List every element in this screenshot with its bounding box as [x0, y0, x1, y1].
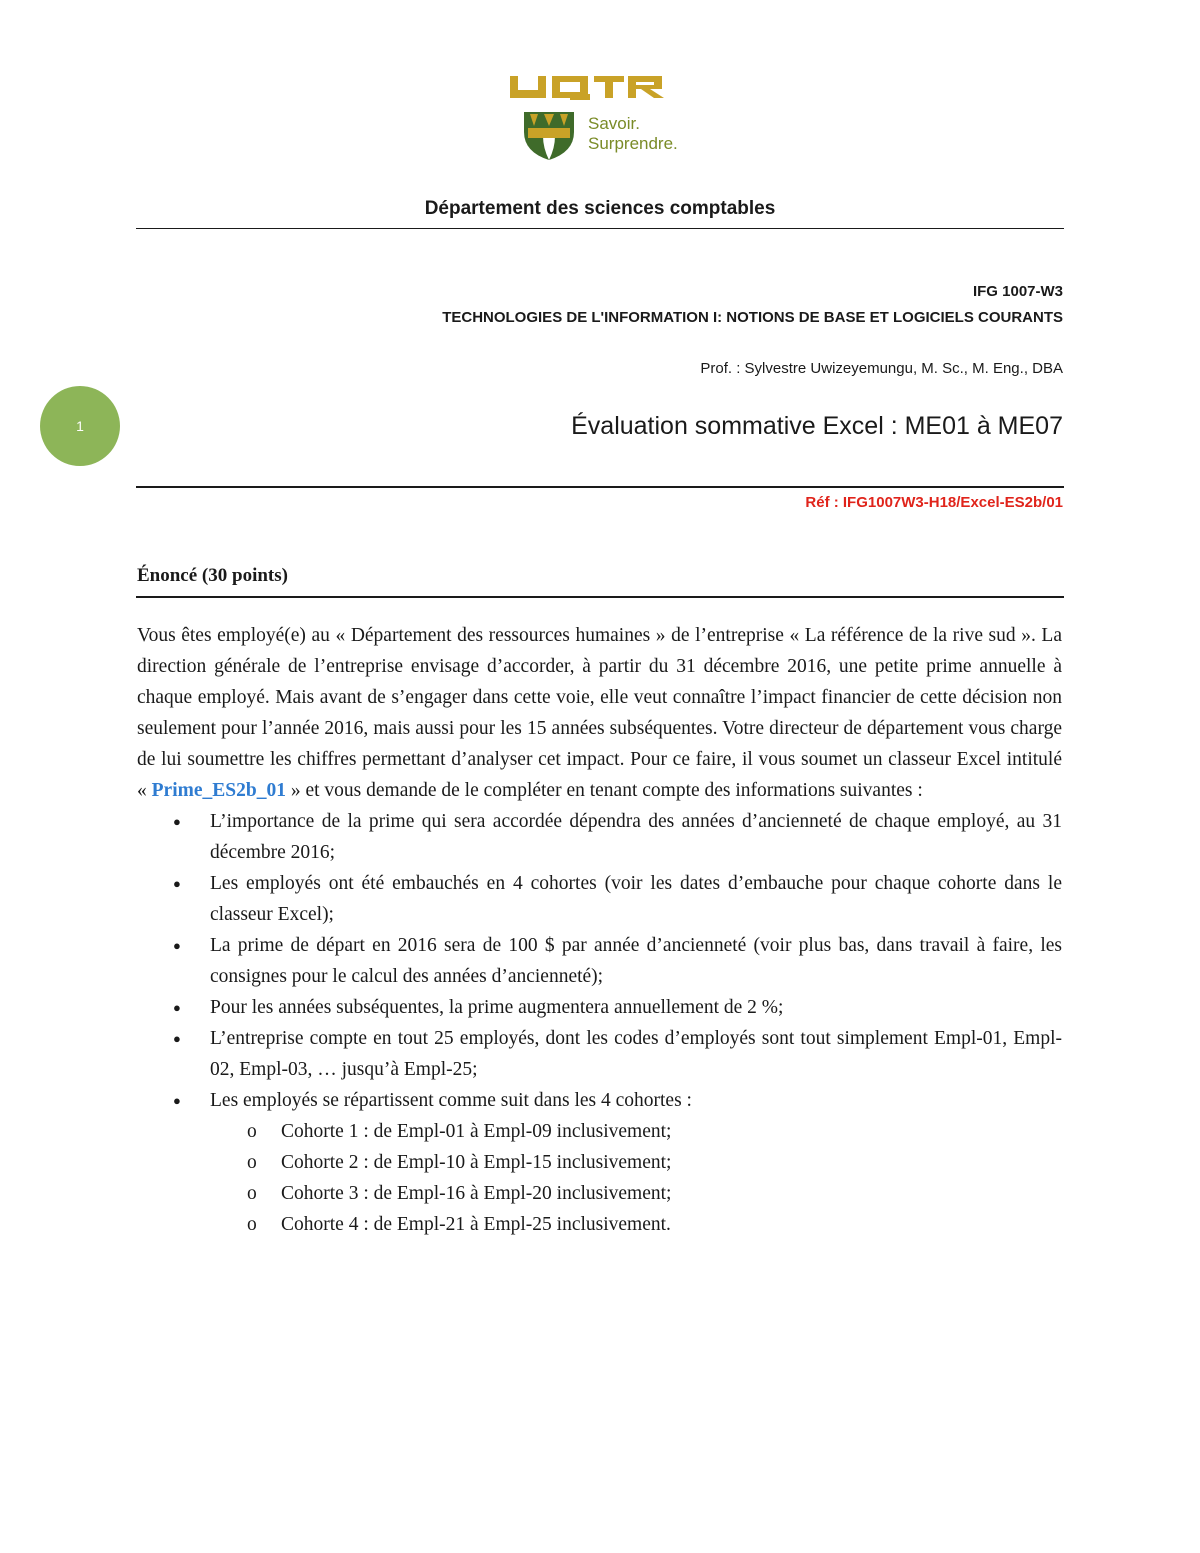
- logo-slogan: [588, 114, 678, 154]
- list-item: ● Les employés ont été embauchés en 4 cohortes (voir les dates d’embauche pour chaque cohorte dans le classeur Excel);: [137, 868, 1062, 930]
- workbook-link[interactable]: Prime_ES2b_01: [151, 780, 286, 801]
- slogan-line-1: Savoir.: [588, 114, 640, 133]
- cohort-item: o Cohorte 2 : de Empl-10 à Empl-15 inclusivement;: [137, 1147, 1062, 1178]
- professor-name: Prof. : Sylvestre Uwizeyemungu, M. Sc., M. Eng., DBA: [700, 360, 1063, 377]
- reference-code: Réf : IFG1007W3-H18/Excel-ES2b/01: [805, 494, 1063, 511]
- cohort-item: o Cohorte 4 : de Empl-21 à Empl-25 inclusivement.: [137, 1209, 1062, 1240]
- section-heading: Énoncé (30 points): [137, 565, 288, 586]
- list-item-cohorts: [137, 1085, 1062, 1240]
- intro-text-end: » et vous demande de le compléter en tenant compte des informations suivantes :: [290, 780, 923, 801]
- cohort-list: [210, 1116, 1062, 1240]
- cohorts-intro: Les employés se répartissent comme suit dans les 4 cohortes :: [210, 1090, 692, 1111]
- info-list: [137, 806, 1062, 1240]
- page-number: 1: [76, 418, 84, 434]
- enonce-body: [137, 620, 1062, 1240]
- uqtr-shield-icon: [522, 110, 576, 162]
- page-number-badge: [40, 386, 120, 466]
- intro-paragraph: [137, 620, 1062, 806]
- uqtr-logo: [508, 70, 708, 165]
- course-title: TECHNOLOGIES DE L'INFORMATION I: NOTIONS DE BASE ET LOGICIELS COURANTS: [442, 309, 1063, 326]
- list-item: ● Pour les années subséquentes, la prime augmentera annuellement de 2 %;: [137, 992, 1062, 1023]
- divider: [136, 596, 1064, 598]
- evaluation-title: Évaluation sommative Excel : ME01 à ME07: [571, 412, 1063, 440]
- list-item: ● L’importance de la prime qui sera accordée dépendra des années d’ancienneté de chaque employé, au 31 décembre 2016;: [137, 806, 1062, 868]
- course-code: IFG 1007-W3: [972, 283, 1063, 300]
- cohort-item: o Cohorte 1 : de Empl-01 à Empl-09 inclusivement;: [137, 1116, 1062, 1147]
- divider: [136, 486, 1064, 488]
- intro-text: Vous êtes employé(e) au « Département des ressources humaines » de l’entreprise « La référence de la rive sud ». La direction générale de l’entreprise envisage d’accorder, à partir du 31 décembre 2016, une petite prime annuelle à chaque employé. Mais avant de s’engager dans cette voie, elle veut connaître l’impact financier de cette décision non seulement pour l’année 2016, mais aussi pour les 15 années subséquentes. Votre directeur de département vous charge de lui soumettre les chiffres permettant d’analyser cet impact. Pour ce faire, il vous soumet un classeur Excel intitulé «: [137, 625, 1062, 801]
- divider: [136, 228, 1064, 229]
- cohort-item: o Cohorte 3 : de Empl-16 à Empl-20 inclusivement;: [137, 1178, 1062, 1209]
- list-item: ● La prime de départ en 2016 sera de 100 $ par année d’ancienneté (voir plus bas, dans travail à faire, les consignes pour le calcul des années d’ancienneté);: [137, 930, 1062, 992]
- slogan-line-2: Surprendre.: [588, 134, 678, 153]
- department-title: Département des sciences comptables: [424, 198, 776, 219]
- uqtr-wordmark-icon: [508, 70, 668, 102]
- list-item: ● L’entreprise compte en tout 25 employés, dont les codes d’employés sont tout simplement Empl-01, Empl-02, Empl-03, … jusqu’à Empl-25;: [137, 1023, 1062, 1085]
